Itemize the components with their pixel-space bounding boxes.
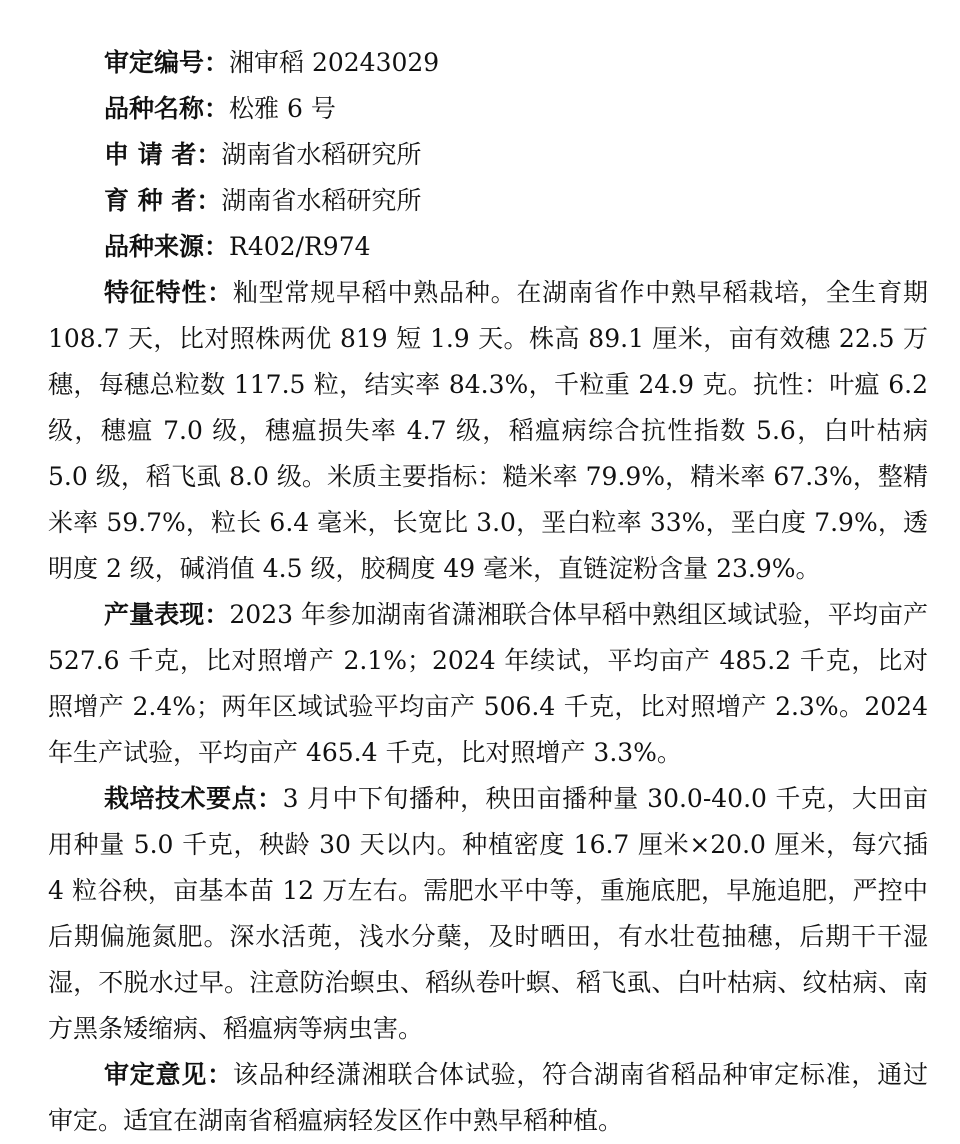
field-label: 品种名称： <box>104 94 230 123</box>
field-label: 品种来源： <box>104 232 230 261</box>
field-value: 湖南省水稻研究所 <box>221 140 422 169</box>
field-value: 湖南省水稻研究所 <box>221 186 422 215</box>
section-characteristics <box>48 270 928 592</box>
field-applicant <box>48 132 928 178</box>
field-value: 松雅 6 号 <box>229 94 336 123</box>
section-label: 栽培技术要点： <box>104 784 283 813</box>
section-text: 该品种经潇湘联合体试验，符合湖南省稻品种审定标准，通过审定。适宜在湖南省稻瘟病轻发区作中熟早稻种植。 <box>48 1060 928 1135</box>
section-text: 3 月中下旬播种，秧田亩播种量 30.0-40.0 千克，大田亩用种量 5.0 千克，秧龄 30 天以内。种植密度 16.7 厘米×20.0 厘米，每穴插 4 粒谷秧，亩基本苗 12 万左右。需肥水平中等，重施底肥，早施追肥，严控中后期偏施氮肥。深水活蔸，浅水分蘖，及时晒田，有水壮苞抽穗，后期干干湿湿，不脱水过早。注意防治螟虫、稻纵卷叶螟、稻飞虱、白叶枯病、纹枯病、南方黑条矮缩病、稻瘟病等病虫害。 <box>48 784 928 1043</box>
field-source <box>48 224 928 270</box>
section-text: 籼型常规早稻中熟品种。在湖南省作中熟早稻栽培，全生育期 108.7 天，比对照株两优 819 短 1.9 天。株高 89.1 厘米，亩有效穗 22.5 万穗，每穗总粒数 117.5 粒，结实率 84.3%，千粒重 24.9 克。抗性：叶瘟 6.2 级，穗瘟 7.0 级，穗瘟损失率 4.7 级，稻瘟病综合抗性指数 5.6，白叶枯病 5.0 级，稻飞虱 8.0 级。米质主要指标：糙米率 79.9%，精米率 67.3%，整精米率 59.7%，粒长 6.4 毫米，长宽比 3.0，垩白粒率 33%，垩白度 7.9%，透明度 2 级，碱消值 4.5 级，胶稠度 49 毫米，直链淀粉含量 23.9%。 <box>48 278 928 583</box>
section-opinion <box>48 1052 928 1144</box>
section-label: 产量表现： <box>104 600 230 629</box>
field-label: 申 请 者： <box>104 140 222 169</box>
field-label: 审定编号： <box>104 48 230 77</box>
field-value: 湘审稻 20243029 <box>229 48 440 77</box>
section-cultivation <box>48 776 928 1052</box>
field-breeder <box>48 178 928 224</box>
section-yield <box>48 592 928 776</box>
field-label: 育 种 者： <box>104 186 222 215</box>
field-approval-no <box>48 40 928 86</box>
field-variety-name <box>48 86 928 132</box>
section-label: 审定意见： <box>104 1060 233 1089</box>
section-label: 特征特性： <box>104 278 233 307</box>
document-body <box>48 40 928 1144</box>
field-value: R402/R974 <box>229 232 371 261</box>
section-text: 2023 年参加湖南省潇湘联合体早稻中熟组区域试验，平均亩产 527.6 千克，比对照增产 2.1%；2024 年续试，平均亩产 485.2 千克，比对照增产 2.4%；两年区域试验平均亩产 506.4 千克，比对照增产 2.3%。2024 年生产试验，平均亩产 465.4 千克，比对照增产 3.3%。 <box>48 600 928 767</box>
